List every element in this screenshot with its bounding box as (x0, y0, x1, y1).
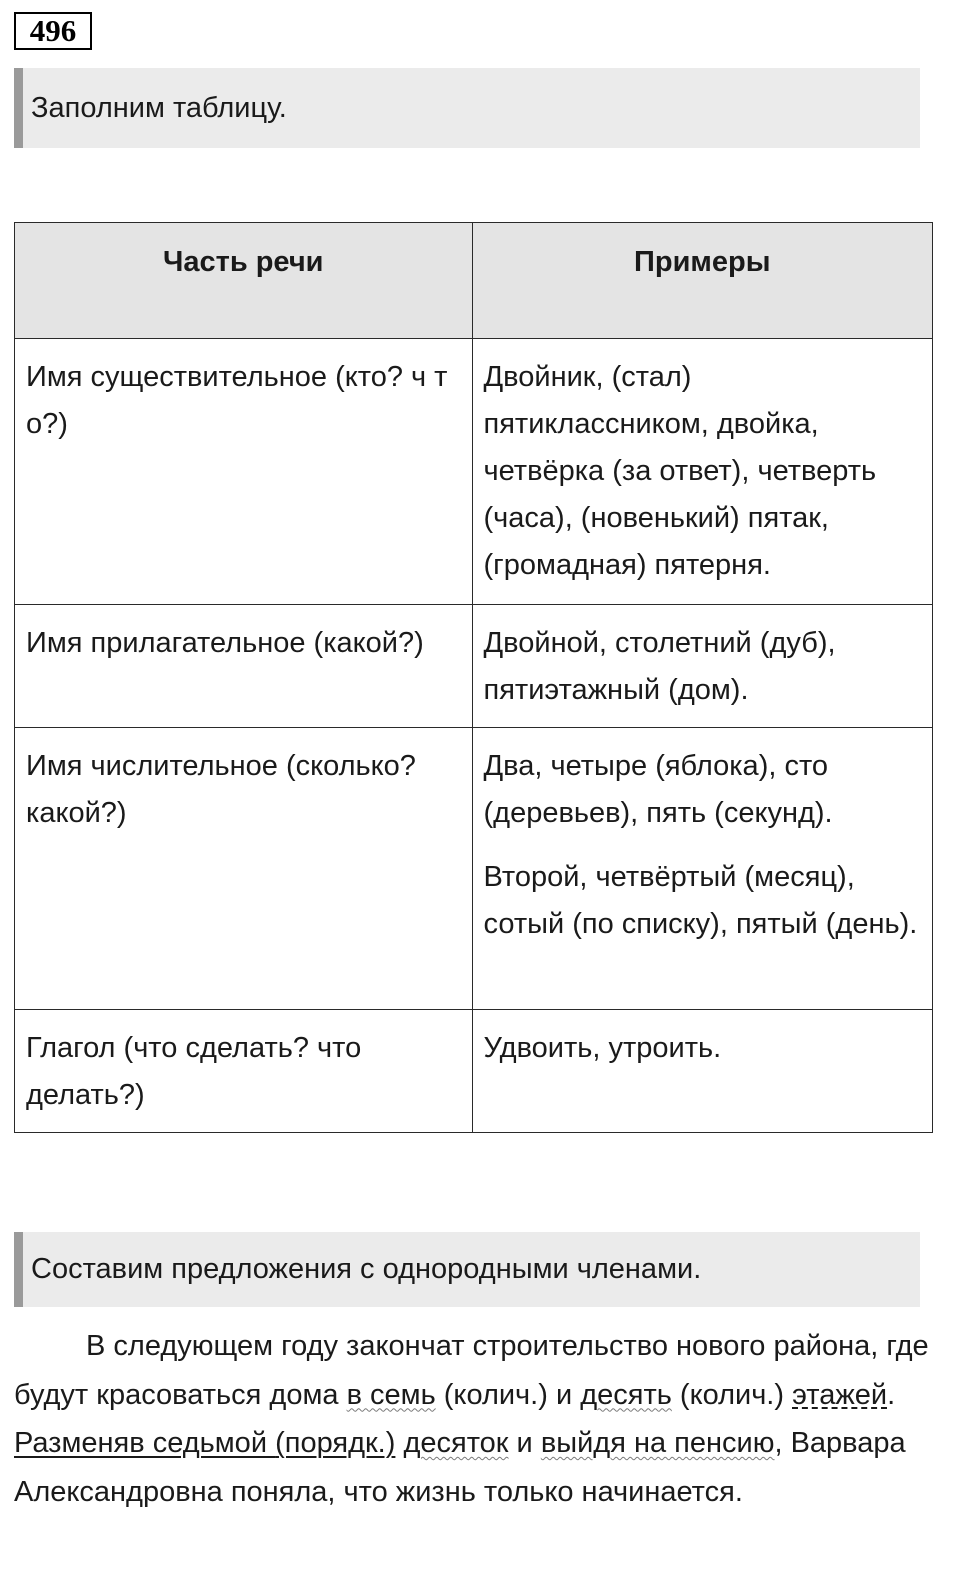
table-row (15, 605, 933, 728)
paragraph-text: и (508, 1427, 541, 1459)
intro-callout: Заполним таблицу. (14, 68, 920, 148)
examples-cell (472, 728, 932, 1010)
header-part-of-speech: Часть речи (15, 223, 473, 339)
part-of-speech-cell: Имя существительное (кто? ч т о?) (15, 339, 473, 605)
examples-text: Двойник, (стал) пятиклассником, двойка, четвёрка (за ответ), четверть (часа), (новенький) пятак, (громадная) пятерня. (483, 361, 877, 581)
sentences-callout: Составим предложения с однородными членами. (14, 1232, 920, 1307)
task-number: 496 (14, 12, 92, 50)
table-row (15, 339, 933, 605)
table-row (15, 1010, 933, 1133)
examples-text: Двойной, столетний (дуб), пятиэтажный (дом). (483, 627, 836, 706)
header-examples: Примеры (472, 223, 932, 339)
wavy-underlined-phrase: десяток (403, 1427, 509, 1459)
paragraph-text: (колич.) (671, 1378, 793, 1411)
paragraph-text: (колич.) и (435, 1378, 581, 1411)
examples-text: Второй, четвёртый (месяц), сотый (по списку), пятый (день). (483, 861, 918, 940)
table-row (15, 728, 933, 1010)
wavy-underlined-phrase: десять (580, 1378, 672, 1411)
part-of-speech-cell: Глагол (что сделать? что делать?) (15, 1010, 473, 1133)
examples-text: Удвоить, утроить. (483, 1032, 722, 1064)
wavy-underlined-phrase: выйдя на пенсию (540, 1427, 775, 1459)
parts-of-speech-table (14, 222, 933, 1133)
examples-cell (472, 605, 932, 728)
examples-cell (472, 339, 932, 605)
example-paragraph (14, 1322, 934, 1516)
dash-underlined-phrase: этажей (792, 1378, 888, 1411)
table-header-row (15, 223, 933, 339)
part-of-speech-cell: Имя числительное (сколько? какой?) (15, 728, 473, 1010)
paragraph-text: . (887, 1378, 896, 1411)
underlined-phrase: Разменяв седьмой (14, 1427, 276, 1459)
examples-text: Два, четыре (яблока), сто (деревьев), пять (секунд). (483, 750, 833, 829)
underlined-phrase: (порядк.) (275, 1427, 396, 1459)
paragraph-text: , Варвара Александровна поняла, что жизнь только начинается. (14, 1427, 906, 1508)
wavy-underlined-phrase: в семь (346, 1378, 436, 1411)
part-of-speech-cell: Имя прилагательное (какой?) (15, 605, 473, 728)
examples-cell (472, 1010, 932, 1133)
paragraph-text: В следующем году закончат строительство нового района, где будут красоваться дома (14, 1330, 929, 1411)
